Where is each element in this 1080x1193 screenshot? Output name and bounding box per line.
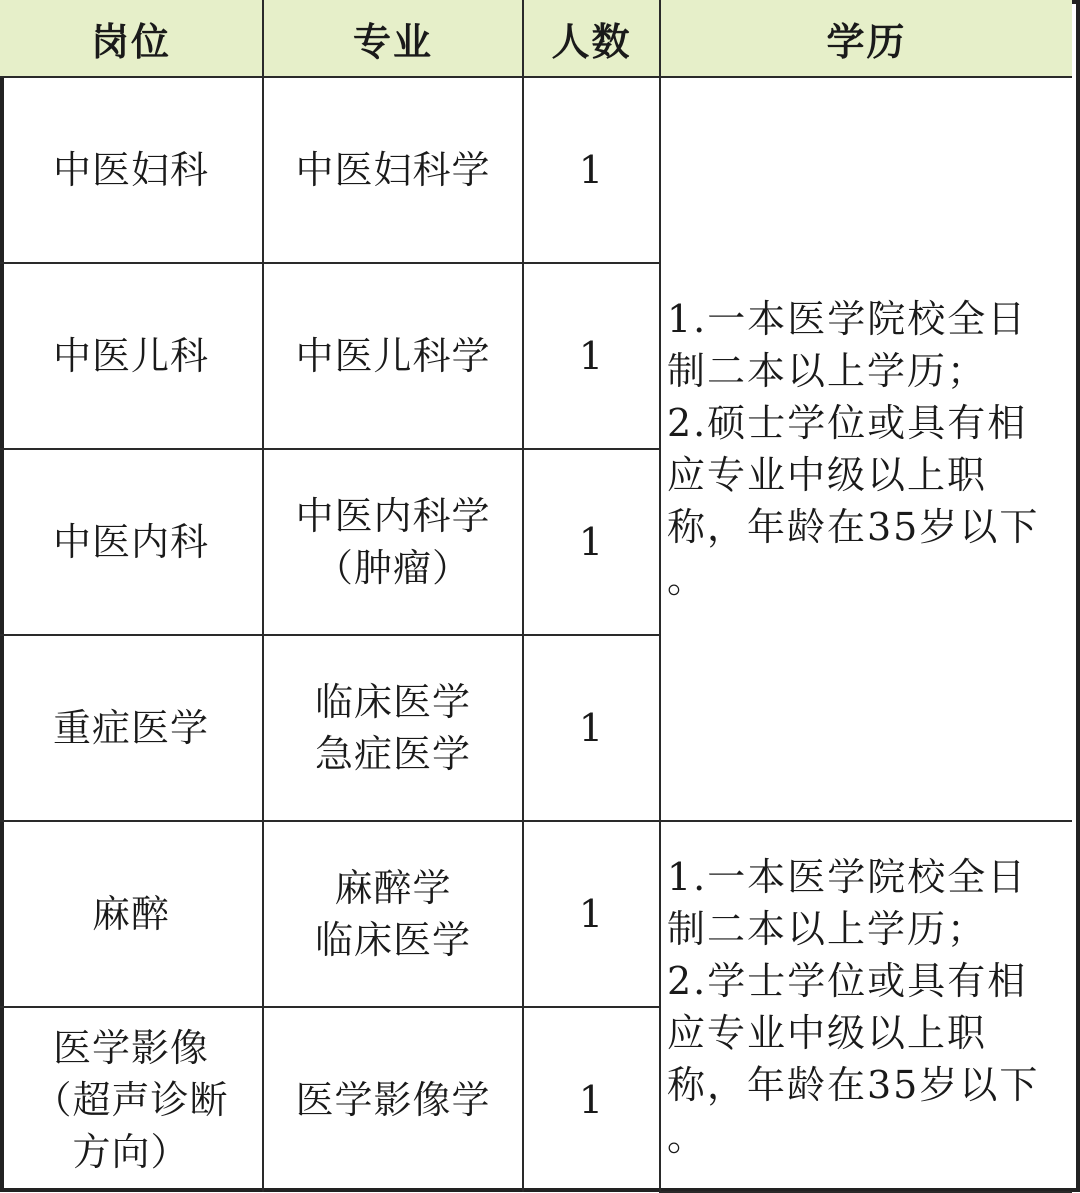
education-line: 应专业中级以上职 <box>667 453 988 497</box>
major-cell <box>263 263 523 449</box>
major-cell <box>263 449 523 635</box>
education-line: 2.学士学位或具有相 <box>667 958 1028 1003</box>
major-cell <box>263 1007 523 1192</box>
education-line: 1.一本医学院校全日 <box>667 297 1028 341</box>
position-line: 中医妇科 <box>52 148 209 192</box>
count-cell: 1 <box>523 449 660 635</box>
major-line: （肿瘤） <box>314 546 471 590</box>
header-position: 岗位 <box>0 0 263 77</box>
education-line: 2.硕士学位或具有相 <box>667 401 1028 445</box>
major-line: 麻醉学 <box>334 866 452 910</box>
position-cell <box>0 1007 263 1192</box>
major-line: 中医儿科学 <box>295 334 491 378</box>
position-cell <box>0 821 263 1007</box>
table-row <box>0 77 1072 263</box>
education-line: 。 <box>667 1114 708 1159</box>
position-cell <box>0 263 263 449</box>
header-education: 学历 <box>660 0 1072 77</box>
position-cell <box>0 449 263 635</box>
education-cell-group-1 <box>660 77 1072 821</box>
table-row <box>0 821 1072 1007</box>
education-line: 1.一本医学院校全日 <box>667 854 1028 899</box>
major-line: 医学影像学 <box>295 1078 491 1122</box>
header-row <box>0 0 1072 77</box>
major-cell <box>263 635 523 821</box>
header-major: 专业 <box>263 0 523 77</box>
education-line: 制二本以上学历； <box>667 349 988 393</box>
education-line: 称，年龄在35岁以下 <box>667 505 1040 549</box>
major-cell <box>263 821 523 1007</box>
education-line: 应专业中级以上职 <box>667 1010 988 1055</box>
position-line: 重症医学 <box>52 706 209 750</box>
major-line: 中医内科学 <box>295 494 491 538</box>
education-line: 。 <box>667 557 708 601</box>
count-cell: 1 <box>523 77 660 263</box>
major-cell <box>263 77 523 263</box>
count-cell: 1 <box>523 635 660 821</box>
position-line: 中医内科 <box>52 520 209 564</box>
major-line: 急症医学 <box>314 732 471 776</box>
education-line: 制二本以上学历； <box>667 906 988 951</box>
position-cell <box>0 635 263 821</box>
major-line: 中医妇科学 <box>295 148 491 192</box>
position-cell <box>0 77 263 263</box>
major-line: 临床医学 <box>314 918 471 962</box>
position-line: 麻醉 <box>91 892 170 936</box>
position-line: 方向） <box>72 1130 190 1174</box>
count-cell: 1 <box>523 821 660 1007</box>
count-cell: 1 <box>523 263 660 449</box>
major-line: 临床医学 <box>314 680 471 724</box>
count-cell: 1 <box>523 1007 660 1192</box>
education-cell-group-2 <box>660 821 1072 1192</box>
header-count: 人数 <box>523 0 660 77</box>
position-line: 中医儿科 <box>52 334 209 378</box>
position-line: 医学影像 <box>52 1026 209 1070</box>
position-line: （超声诊断 <box>33 1078 229 1122</box>
education-line: 称，年龄在35岁以下 <box>667 1062 1040 1107</box>
